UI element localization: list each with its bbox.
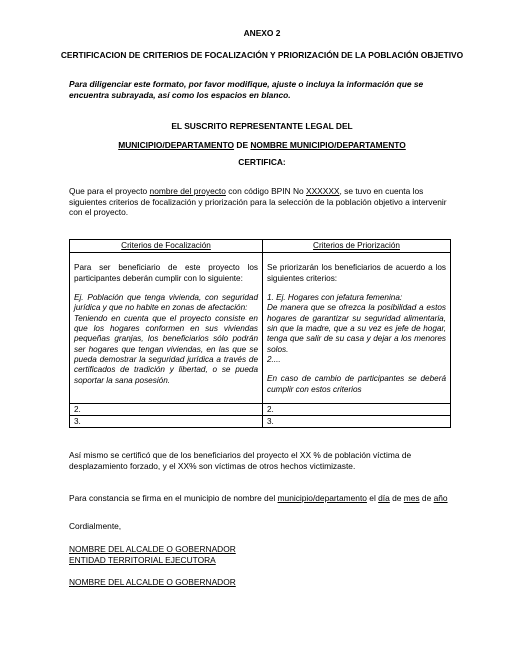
- focalization-example-body: Teniendo en cuenta que el proyecto consiste en que los hogares conformen en sus viviendas pequeñas granjas, los beneficiarios sólo podrán ser hogares que tengan viviendas, en las que se pueda demostrar la seguridad jurídica a través de certificados de tradición y libertad, o se pueda soportar la sana posesión.: [74, 313, 258, 385]
- focalization-header: Criterios de Focalización: [70, 240, 263, 253]
- project-name-blank: nombre del proyecto: [149, 186, 226, 196]
- certification-text-2: con código BPIN No: [225, 186, 306, 196]
- closing-paragraph: [69, 493, 469, 504]
- victims-paragraph: Así mismo se certificó que de los beneficiarios del proyecto el XX % de población víctima de desplazamiento forzado, y el XX% son víctimas de otros hechos victimizaste.: [69, 450, 412, 471]
- prioritization-header: Criterios de Priorización: [263, 240, 451, 253]
- instructions-text: Para diligenciar este formato, por favor modifique, ajuste o incluya la información que se encuentra subrayada, así como los espacios en blanco.: [69, 79, 424, 100]
- certification-paragraph: [69, 186, 461, 218]
- document-title: CERTIFICACION DE CRITERIOS DE FOCALIZACIÓN Y PRIORIZACIÓN DE LA POBLACIÓN OBJETIVO: [60, 50, 464, 60]
- municipality-de: DE: [234, 140, 251, 150]
- focalization-row-2: 2.: [70, 403, 263, 415]
- closing-day-blank: día: [378, 493, 390, 503]
- closing-text-2: el: [366, 493, 379, 503]
- prioritization-intro: Se priorizarán los beneficiarios de acuerdo a los siguientes criterios:: [267, 263, 446, 283]
- focalization-intro: Para ser beneficiario de este proyecto los participantes deberán cumplir con lo siguiente:: [74, 263, 258, 283]
- annex-label: ANEXO 2: [243, 28, 281, 38]
- bpin-blank: XXXXXX: [305, 186, 340, 196]
- closing-municipality-blank: municipio/departamento: [277, 493, 367, 503]
- closing-month-blank: mes: [403, 493, 420, 503]
- prioritization-cell: [263, 253, 451, 404]
- certifies-heading: CERTIFICA:: [238, 157, 286, 167]
- municipality-name: NOMBRE MUNICIPIO/DEPARTAMENTO: [250, 140, 406, 150]
- signer-name-2: NOMBRE DEL ALCALDE O GOBERNADOR: [69, 577, 236, 587]
- focalization-row-3: 3.: [70, 415, 263, 427]
- prioritization-row-2: 2.: [263, 403, 451, 415]
- closing-text-1: Para constancia se firma en el municipio de nombre del: [69, 493, 278, 503]
- greeting: Cordialmente,: [69, 521, 122, 531]
- signatory-heading: EL SUSCRITO REPRESENTANTE LEGAL DEL: [171, 121, 353, 131]
- signer-entity: ENTIDAD TERRITORIAL EJECUTORA: [69, 555, 216, 565]
- criteria-table: [69, 239, 451, 428]
- prioritization-example-body: De manera que se ofrezca la posibilidad a estos hogares de garantizar su seguridad alimentaria, sin que la madre, que a su vez es jefe de hogar, tenga que salir de su casa y dejar a los menores solos.: [267, 303, 446, 354]
- prioritization-change-note: En caso de cambio de participantes se deberá cumplir con estos criterios: [267, 374, 446, 394]
- municipality-label: MUNICIPIO/DEPARTAMENTO: [118, 140, 235, 150]
- certification-text-1: Que para el proyecto: [69, 186, 150, 196]
- signer-name: NOMBRE DEL ALCALDE O GOBERNADOR: [69, 544, 236, 554]
- closing-text-3: de: [389, 493, 404, 503]
- focalization-cell: [70, 253, 263, 404]
- closing-text-4: de: [419, 493, 434, 503]
- certification-text-3: , se tuvo en cuenta los siguientes criterios de focalización y priorización para la selección de la población objetivo a intervenir con el proyecto.: [69, 186, 447, 218]
- closing-year-blank: año: [433, 493, 448, 503]
- focalization-example-title: Ej. Población que tenga vivienda, con seguridad jurídica y que no habite en zonas de afectación:: [74, 292, 258, 313]
- prioritization-example-title: 1. Ej. Hogares con jefatura femenina:: [267, 292, 403, 302]
- prioritization-row-3: 3.: [263, 415, 451, 427]
- municipality-line: [0, 140, 524, 151]
- prioritization-item-2: 2....: [267, 354, 281, 364]
